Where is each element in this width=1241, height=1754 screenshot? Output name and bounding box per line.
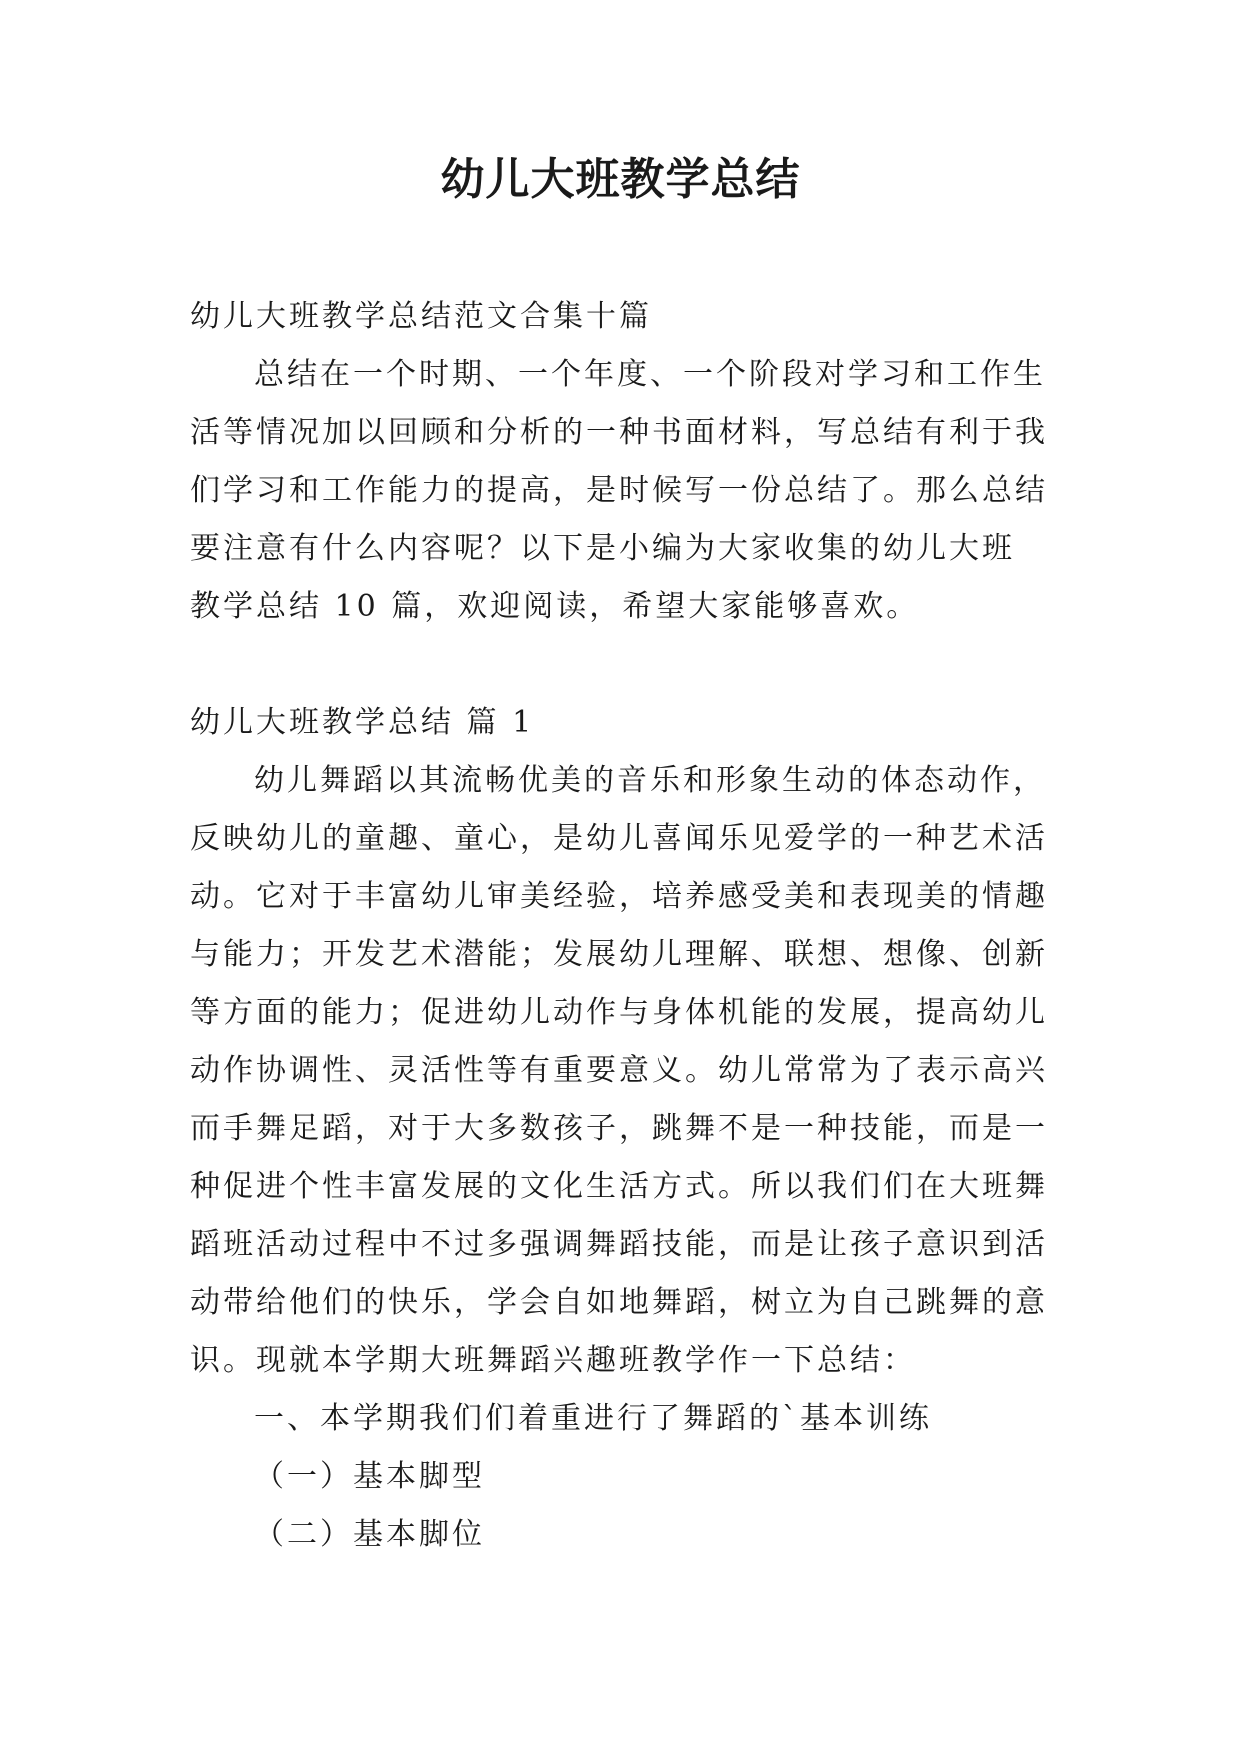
section-1-line-10: 动带给他们的快乐，学会自如地舞蹈，树立为自己跳舞的意 [190, 1285, 1048, 1320]
section-1-line-5: 等方面的能力；促进幼儿动作与身体机能的发展，提高幼儿 [190, 995, 1048, 1030]
intro-line-3: 们学习和工作能力的提高，是时候写一份总结了。那么总结 [190, 473, 1048, 508]
intro-block [190, 288, 1060, 636]
section-1-line-3: 动。它对于丰富幼儿审美经验，培养感受美和表现美的情趣 [190, 879, 1048, 914]
section-1-line-8: 种促进个性丰富发展的文化生活方式。所以我们们在大班舞 [190, 1169, 1048, 1204]
intro-line-5: 教学总结 10 篇，欢迎阅读，希望大家能够喜欢。 [190, 589, 920, 624]
section-1-block [190, 694, 1060, 1564]
section-1-item-heading: 一、本学期我们们着重进行了舞蹈的`基本训练 [254, 1401, 932, 1436]
section-1-line-7: 而手舞足蹈，对于大多数孩子，跳舞不是一种技能，而是一 [190, 1111, 1048, 1146]
section-1-line-2: 反映幼儿的童趣、童心，是幼儿喜闻乐见爱学的一种艺术活 [190, 821, 1048, 856]
document-subtitle: 幼儿大班教学总结范文合集十篇 [190, 299, 652, 334]
intro-line-2: 活等情况加以回顾和分析的一种书面材料，写总结有利于我 [190, 415, 1048, 450]
section-1-line-1: 幼儿舞蹈以其流畅优美的音乐和形象生动的体态动作， [254, 763, 1046, 798]
document-title: 幼儿大班教学总结 [440, 154, 801, 205]
intro-line-1: 总结在一个时期、一个年度、一个阶段对学习和工作生 [254, 357, 1046, 392]
section-1-line-4: 与能力；开发艺术潜能；发展幼儿理解、联想、想像、创新 [190, 937, 1048, 972]
section-1-line-9: 蹈班活动过程中不过多强调舞蹈技能，而是让孩子意识到活 [190, 1227, 1048, 1262]
section-1-subitem-1: （一）基本脚型 [254, 1459, 485, 1494]
section-1-line-6: 动作协调性、灵活性等有重要意义。幼儿常常为了表示高兴 [190, 1053, 1048, 1088]
section-1-subitem-2: （二）基本脚位 [254, 1517, 485, 1552]
section-1-heading: 幼儿大班教学总结 篇 1 [190, 705, 535, 740]
intro-line-4: 要注意有什么内容呢？以下是小编为大家收集的幼儿大班 [190, 531, 1015, 566]
section-1-line-11: 识。现就本学期大班舞蹈兴趣班教学作一下总结： [190, 1343, 916, 1378]
